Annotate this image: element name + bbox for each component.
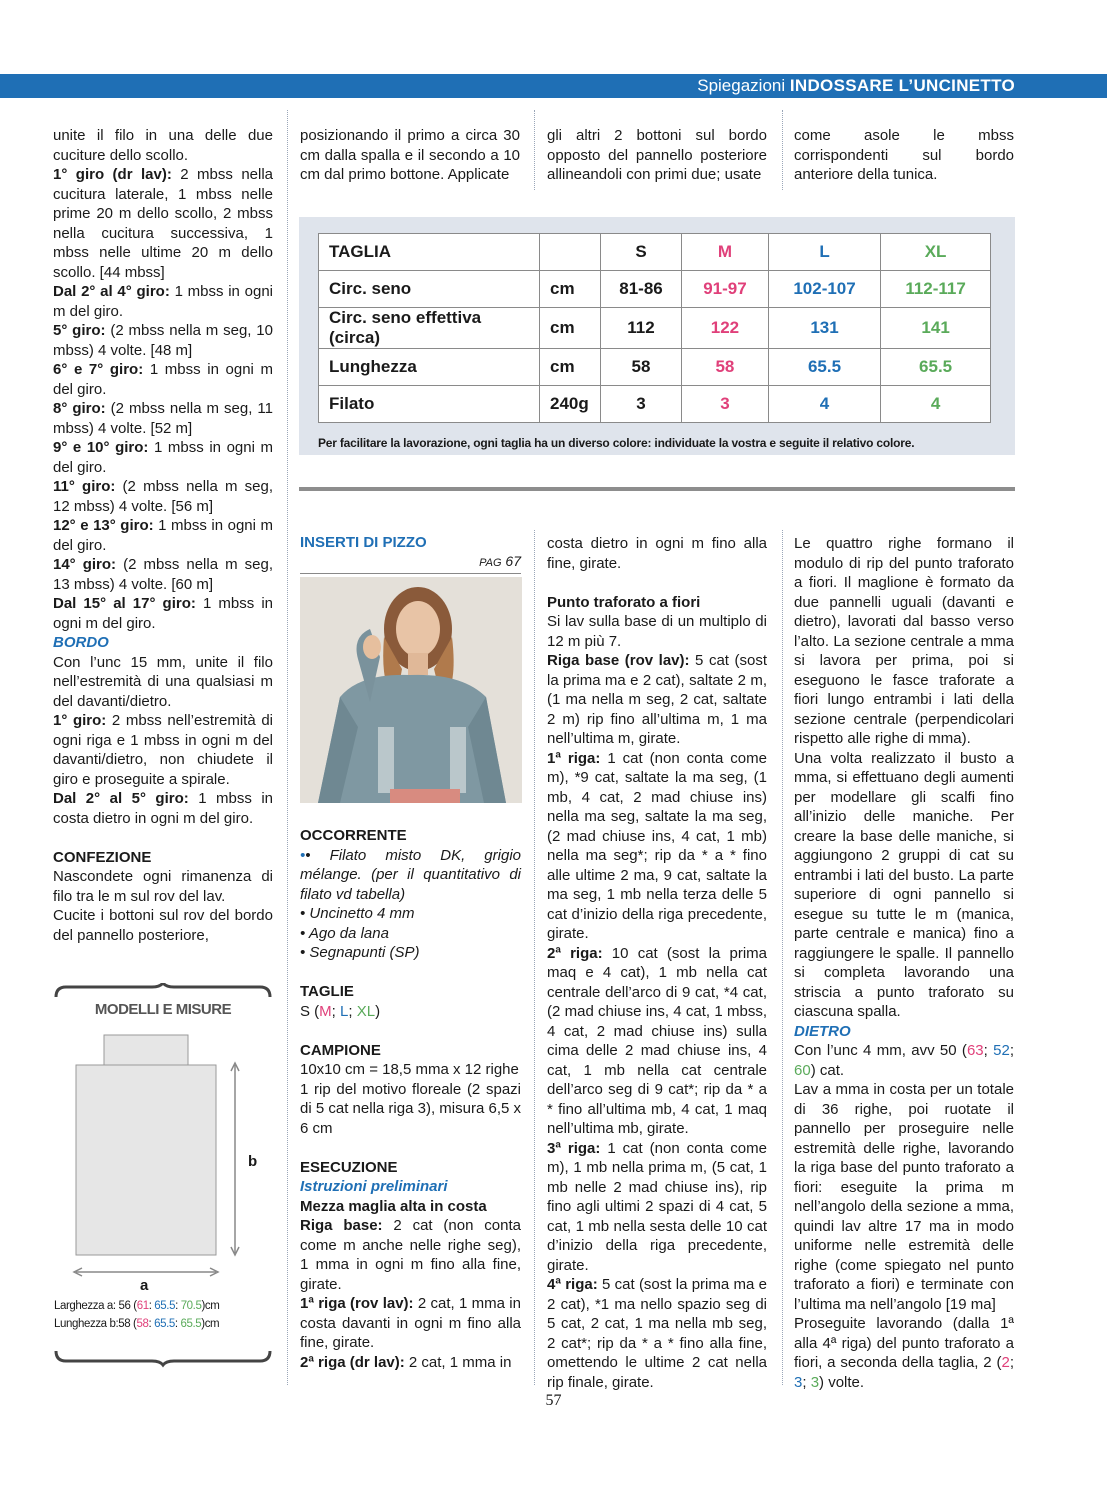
paragraph: 10x10 cm = 18,5 mma x 12 righe bbox=[300, 1061, 519, 1078]
horizontal-rule bbox=[299, 487, 1015, 491]
paragraph: Con l’unc 15 mm, unite il filo nell’estremità di una qualsiasi m del davanti/dietro. bbox=[53, 653, 273, 710]
column-2-top-text: posizionando il primo a circa 30 cm dalla spalla e il secondo a 10 cm dal primo bottone. Applicate bbox=[300, 127, 520, 183]
table-row bbox=[319, 271, 991, 308]
table-cell: 4 bbox=[768, 386, 880, 423]
sizes-line: S (M; L; XL) bbox=[300, 1002, 381, 1020]
column-1-text bbox=[53, 126, 273, 945]
column-3-text bbox=[547, 534, 767, 1392]
page-number: 57 bbox=[545, 1392, 562, 1409]
column-divider bbox=[534, 110, 535, 190]
column-divider bbox=[782, 530, 783, 1385]
paragraph: Nascondete ogni rimanenza di filo tra le m sul rov del lav. bbox=[53, 868, 273, 905]
column-divider bbox=[287, 110, 288, 1385]
paragraph: 3ª riga: 1 cat (non conta come m), 1 mb nella prima m, (5 cat, 1 mb nelle 2 mad chiuse ins), rip fino agli ultimi 2 spazi di 4 cat, 5 cat, 1 mb nella sesta delle 10 cat d’inizio della riga precedente, girate. bbox=[547, 1139, 767, 1274]
section-label: Spiegazioni bbox=[697, 76, 786, 95]
dimension-label-a: a bbox=[140, 1277, 149, 1294]
page-reference: PAG 67 bbox=[300, 551, 521, 574]
column-4-text bbox=[794, 534, 1014, 1392]
paragraph: Si lav sulla base di un multiplo di 12 m più 7. bbox=[547, 613, 767, 650]
paragraph: Proseguite lavorando (dalla 1ª alla 4ª riga) del punto traforato a fiori, a seconda della taglia, 2 (2; 3; 3) volte. bbox=[794, 1315, 1014, 1391]
column-4-top-text: come asole le mbss corrispondenti sul bordo anteriore della tunica. bbox=[794, 127, 1014, 183]
subheading-mezza: Mezza maglia alta in costa bbox=[300, 1197, 487, 1215]
table-cell: cm bbox=[540, 349, 601, 386]
paragraph: 14° giro: (2 mbss nella m seg, 13 mbss) 4 volte. [60 m] bbox=[53, 556, 273, 593]
paragraph: 1° giro (dr lav): 2 mbss nella cucitura laterale, 1 mbss nelle prime 20 m dello scollo, 2 mbss nella cucitura successiva, 1 mbss nelle ultime 20 m dello scollo. [44 mbss] bbox=[53, 166, 274, 281]
paragraph: 12° e 13° giro: 1 mbss in ogni m del giro. bbox=[53, 517, 274, 554]
table-cell: XL bbox=[881, 234, 991, 271]
table-cell: S bbox=[601, 234, 682, 271]
pattern-title: INSERTI DI PIZZO bbox=[300, 534, 427, 551]
diagram-title: MODELLI E MISURE bbox=[94, 1001, 232, 1018]
table-cell: 141 bbox=[881, 308, 991, 349]
table-cell: 65.5 bbox=[881, 349, 991, 386]
heading-campione: CAMPIONE bbox=[300, 1041, 381, 1059]
table-cell: Circ. seno effettiva (circa) bbox=[319, 308, 540, 349]
paragraph: Cucite i bottoni sul rov del bordo del pannello posteriore, bbox=[53, 907, 273, 944]
paragraph: Dal 15° al 17° giro: 1 mbss in ogni m del giro. bbox=[53, 595, 273, 632]
table-row bbox=[319, 308, 991, 349]
table-cell: 112 bbox=[601, 308, 682, 349]
model-illustration bbox=[300, 577, 522, 803]
table-cell: cm bbox=[540, 308, 601, 349]
materials-item: • Uncinetto 4 mm bbox=[300, 905, 415, 922]
section-header-bar bbox=[0, 74, 1107, 98]
table-cell: Circ. seno bbox=[319, 271, 540, 308]
table-cell: M bbox=[682, 234, 769, 271]
table-cell: Filato bbox=[319, 386, 540, 423]
column-2-text bbox=[300, 826, 521, 1372]
table-cell: 91-97 bbox=[682, 271, 769, 308]
paragraph: 1 rip del motivo floreale (2 spazi di 5 cat nella riga 3), misura 6,5 x 6 cm bbox=[300, 1080, 521, 1137]
paragraph: Riga base: 2 cat (non conta come m anche nelle righe seg), 1 mma in ogni m fino alla fine, girate. bbox=[300, 1217, 521, 1293]
column-divider bbox=[534, 530, 535, 1385]
table-cell: 3 bbox=[682, 386, 769, 423]
pattern-title-block bbox=[300, 534, 521, 574]
paragraph: Una volta realizzato il busto a mma, si effettuano degli aumenti per modellare gli scalfi fino all’inizio delle maniche. Per creare la base delle maniche, si aggiungono 2 gruppi di cat su entrambi i lati del busto. La parte superiore di ogni pannello si esegue su tutte le m (manica, parte centrale e manica) fino a raggiungere le spalle. Il pannello si completa lavorando una striscia a punto traforato su ciascuna spalla. bbox=[794, 749, 1014, 1020]
table-cell: cm bbox=[540, 271, 601, 308]
table-cell: 122 bbox=[682, 308, 769, 349]
paragraph: Le quattro righe formano il modulo di rip del punto traforato a fiori. Il maglione è formato da due pannelli uguali (davanti e dietro), lavorati dal basso verso l’alto. La sezione centrale a mma si lavora per prima, poi si eseguono le fasce traforate a fiori lungo entrambi i lati della sezione centrale (perpendicolari rispetto alle righe di mma). bbox=[794, 535, 1014, 747]
table-cell: 3 bbox=[601, 386, 682, 423]
dimension-width-text: Larghezza a: 56 (61: 65.5: 70.5)cm bbox=[54, 1300, 220, 1312]
table-row bbox=[319, 386, 991, 423]
paragraph: 2ª riga (dr lav): 2 cat, 1 mma in bbox=[300, 1353, 512, 1371]
sweater-photo bbox=[300, 577, 522, 803]
heading-confezione: CONFEZIONE bbox=[53, 848, 152, 866]
subheading-dietro: DIETRO bbox=[794, 1022, 851, 1040]
table-row bbox=[319, 349, 991, 386]
paragraph: costa dietro in ogni m fino alla fine, girate. bbox=[547, 535, 767, 572]
table-cell: 112-117 bbox=[881, 271, 991, 308]
materials-item: • Segnapunti (SP) bbox=[300, 944, 420, 961]
paragraph: 1ª riga: 1 cat (non conta come m), *9 cat, saltate la ma seg, (1 mb, 4 cat, 2 mad chiuse ins) nella ma seg, saltate la ma seg, (2 mad chiuse ins, 4 cat, 1 mb) nella ma seg*; rip da * a * fino alle ultime 2 ma, 9 cat, saltate la ma seg, 1 mb nella terza delle 5 cat d’inizio della riga precedente, girate. bbox=[547, 749, 767, 942]
materials-item: •• Filato misto DK, grigio mélange. (per il quantitativo di filato vd tabella) bbox=[300, 846, 521, 903]
table-cell bbox=[540, 234, 601, 271]
paragraph: 5° giro: (2 mbss nella m seg, 10 mbss) 4 volte. [48 m] bbox=[53, 322, 273, 359]
table-cell: Lunghezza bbox=[319, 349, 540, 386]
table-cell: 58 bbox=[601, 349, 682, 386]
dimension-label-b: b bbox=[248, 1153, 258, 1170]
paragraph: Dal 2° al 4° giro: 1 mbss in ogni m del giro. bbox=[53, 283, 274, 320]
table-cell: 81-86 bbox=[601, 271, 682, 308]
heading-occorrente: OCCORRENTE bbox=[300, 827, 407, 844]
heading-taglie: TAGLIE bbox=[300, 983, 354, 1000]
table-cell: 4 bbox=[881, 386, 991, 423]
paragraph: 6° e 7° giro: 1 mbss in ogni m del giro. bbox=[53, 361, 273, 398]
column-3-top-text: gli altri 2 bottoni sul bordo opposto del pannello posteriore allineandoli con primi due; usate bbox=[547, 127, 767, 183]
paragraph: Dal 2° al 5° giro: 1 mbss in costa dietro in ogni m del giro. bbox=[53, 790, 273, 827]
paragraph: 8° giro: (2 mbss nella m seg, 11 mbss) 4 volte. [52 m] bbox=[53, 400, 273, 437]
paragraph: 1° giro: 2 mbss nell’estremità di ogni riga e 1 mbss in ogni m del davanti/dietro, non chiudete il giro e proseguite a spirale. bbox=[53, 712, 273, 788]
table-cell: 240g bbox=[540, 386, 601, 423]
table-cell: L bbox=[768, 234, 880, 271]
column-divider bbox=[782, 110, 783, 190]
table-cell: 131 bbox=[768, 308, 880, 349]
paragraph: 11° giro: (2 mbss nella m seg, 12 mbss) 4 volte. [56 m] bbox=[53, 478, 273, 515]
magazine-title: INDOSSARE L’UNCINETTO bbox=[789, 76, 1015, 95]
paragraph: 4ª riga: 5 cat (sost la prima ma e 2 cat), *1 ma nello spazio seg di 5 cat, 2 cat, 1 ma nella mb seg, 2 cat*; rip da * a * fino alla fine, omettendo le ultime 2 cat nella rip finale, girate. bbox=[547, 1276, 767, 1391]
paragraph: Riga base (rov lav): 5 cat (sost la prima ma e 2 cat), saltate 2 m, (1 ma nella m seg, 2 cat, saltate 2 m) rip fino all’ultima m, 1 ma nell’ultima m, girate. bbox=[547, 652, 767, 747]
heading-esecuzione: ESECUZIONE bbox=[300, 1158, 398, 1176]
measurements-diagram bbox=[52, 983, 274, 1368]
dimension-length-text: Lunghezza b:58 (58: 65.5: 65.5)cm bbox=[54, 1318, 220, 1330]
size-table bbox=[318, 233, 991, 423]
subheading-bordo: BORDO bbox=[53, 634, 109, 651]
paragraph: 9° e 10° giro: 1 mbss in ogni m del giro. bbox=[53, 439, 273, 476]
table-cell: 65.5 bbox=[768, 349, 880, 386]
paragraph: 1ª riga (rov lav): 2 cat, 1 mma in costa davanti in ogni m fino alla fine, girate. bbox=[300, 1295, 521, 1351]
table-cell: 58 bbox=[682, 349, 769, 386]
subheading-punto: Punto traforato a fiori bbox=[547, 593, 701, 611]
paragraph: Lav a mma in costa per un totale di 36 righe, poi ruotate il pannello per proseguire nelle estremità delle righe, lavorando la riga base del punto traforato a fiori: eseguite la prima m nell’angolo della sezione a mma, quindi lav altre 17 ma in modo uniforme nelle estremità delle righe (come spiegato nel punto traforato a fiori) e terminate con l’ultima ma nell’angolo [19 ma] bbox=[794, 1081, 1014, 1313]
paragraph: 2ª riga: 10 cat (sost la prima maq e 4 cat), 1 mb nella cat centrale dell’arco di 9 cat, *4 cat, (2 mad chiuse ins, 4 cat, 1 mbss, 4 cat, 2 mad chiuse ins) sulla cima delle 2 mad chiuse ins, 4 cat, 1 mb nella cat centrale dell’arco seg di 9 cat*; rip da * a * fino all’ultima mb, 4 cat, 1 maq nell’ultima mb, girate. bbox=[547, 944, 767, 1137]
materials-item: • Ago da lana bbox=[300, 924, 389, 942]
table-cell: TAGLIA bbox=[319, 234, 540, 271]
table-cell: 102-107 bbox=[768, 271, 880, 308]
table-row bbox=[319, 234, 991, 271]
subheading-istruzioni: Istruzioni preliminari bbox=[300, 1178, 448, 1195]
paragraph: Con l’unc 4 mm, avv 50 (63; 52; 60) cat. bbox=[794, 1042, 1014, 1079]
table-note: Per facilitare la lavorazione, ogni taglia ha un diverso colore: individuate la vostra e seguite il relativo colore. bbox=[318, 436, 915, 450]
section-header-text bbox=[697, 76, 1015, 96]
paragraph: unite il filo in una delle due cuciture dello scollo. bbox=[53, 127, 273, 164]
